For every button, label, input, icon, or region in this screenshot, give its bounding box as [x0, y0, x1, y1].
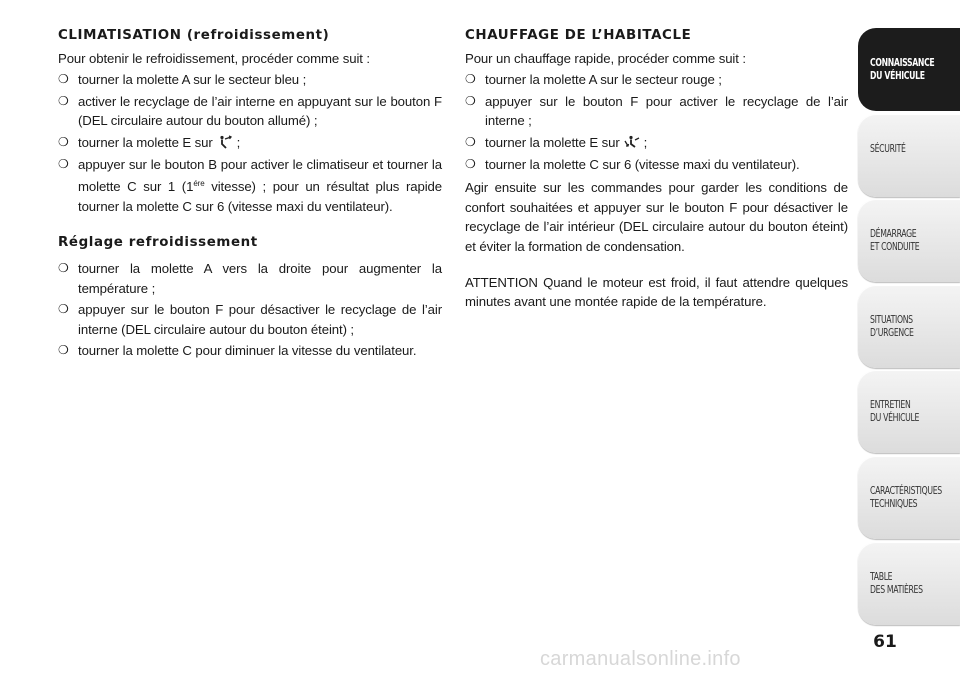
tab-securite[interactable]: SÉCURITÉ	[858, 114, 960, 197]
tab-demarrage-conduite[interactable]: DÉMARRAGE ET CONDUITE	[858, 199, 960, 282]
bullet-icon: ❍	[58, 260, 69, 275]
list-item: ❍ tourner la molette E sur ;	[58, 133, 442, 153]
list-item: ❍ tourner la molette A sur le secteur bleu ;	[58, 70, 442, 90]
right-column	[465, 26, 848, 314]
page-number: 61	[873, 632, 897, 652]
air-distribution-face-feet-icon	[623, 135, 641, 149]
bullet-icon: ❍	[58, 134, 69, 149]
section-heading-chauffage: CHAUFFAGE DE L’HABITACLE	[465, 28, 692, 43]
list-item: ❍ tourner la molette C sur 6 (vitesse maxi du ventilateur).	[465, 155, 848, 175]
steps-list-chauffage	[465, 70, 848, 174]
bullet-icon: ❍	[465, 156, 476, 171]
bullet-icon: ❍	[58, 302, 69, 317]
air-distribution-face-icon	[216, 135, 234, 149]
section-heading-reglage: Réglage refroidissement	[58, 235, 258, 251]
watermark: carmanualsonline.info	[540, 648, 741, 670]
body-paragraph: Agir ensuite sur les commandes pour garder les conditions de confort souhaitées et appuyer sur le bouton F pour désactiver le recyclage de l’air intérieur (DEL circulaire autour du bouton éteint) et éviter la formation de condensation.	[465, 180, 848, 254]
list-item: ❍ tourner la molette C pour diminuer la vitesse du ventilateur.	[58, 341, 442, 361]
intro-text: Pour obtenir le refroidissement, procéder comme suit :	[58, 50, 370, 66]
tab-table-matieres[interactable]: TABLE DES MATIÈRES	[858, 542, 960, 625]
chapter-sidebar	[858, 28, 960, 627]
left-column	[58, 26, 442, 363]
steps-list-reglage	[58, 259, 442, 361]
list-item: ❍ tourner la molette E sur ;	[465, 133, 848, 153]
bullet-icon: ❍	[58, 156, 69, 171]
list-item: ❍ tourner la molette A sur le secteur rouge ;	[465, 70, 848, 90]
list-item: ❍ appuyer sur le bouton F pour activer le recyclage de l’air interne ;	[465, 93, 848, 129]
attention-note: ATTENTION Quand le moteur est froid, il faut attendre quelques minutes avant une montée rapide de la température.	[465, 274, 848, 310]
tab-entretien-vehicule[interactable]: ENTRETIEN DU VÉHICULE	[858, 370, 960, 453]
bullet-icon: ❍	[465, 93, 476, 108]
list-item: ❍ tourner la molette A vers la droite pour augmenter la température ;	[58, 260, 442, 296]
steps-list	[58, 70, 442, 216]
bullet-icon: ❍	[465, 134, 476, 149]
list-item: ❍ activer le recyclage de l’air interne en appuyant sur le bouton F (DEL circulaire autour du bouton allumé) ;	[58, 93, 442, 129]
tab-connaissance-vehicule[interactable]: CONNAISSANCE DU VÉHICULE	[858, 28, 960, 111]
bullet-icon: ❍	[58, 72, 69, 87]
tab-caracteristiques-techniques[interactable]: CARACTÉRISTIQUES TECHNIQUES	[858, 456, 960, 539]
intro-text: Pour un chauffage rapide, procéder comme suit :	[465, 50, 746, 66]
list-item: ❍ appuyer sur le bouton B pour activer le climatiseur et tourner la molette C sur 1 ($1^{ére}$ vitesse) ; pour un résultat plus rapide tourner la molette C sur 6 (vitesse maxi du ventilateur).	[58, 156, 443, 214]
bullet-icon: ❍	[58, 93, 69, 108]
list-item: ❍ appuyer sur le bouton F pour désactiver le recyclage de l’air interne (DEL circulaire autour du bouton éteint) ;	[58, 302, 442, 337]
bullet-icon: ❍	[465, 72, 476, 87]
section-heading-climatisation: CLIMATISATION (refroidissement)	[58, 28, 330, 43]
bullet-icon: ❍	[58, 343, 69, 358]
tab-situations-urgence[interactable]: SITUATIONS D’URGENCE	[858, 285, 960, 368]
